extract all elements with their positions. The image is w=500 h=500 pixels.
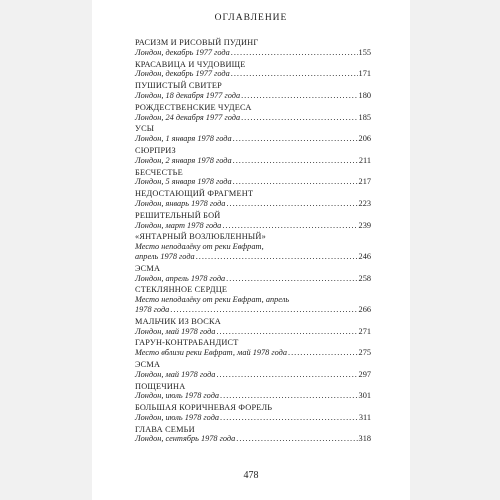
- chapter-page-number: 171: [358, 69, 371, 79]
- chapter-place-date: [135, 242, 371, 262]
- chapter-place-date: [135, 156, 371, 166]
- dot-leader: [231, 69, 358, 79]
- toc-entry: [135, 146, 371, 166]
- place-date-text: Лондон, 24 декабря 1977 года: [135, 112, 241, 122]
- chapter-page-number: 246: [358, 251, 371, 261]
- chapter-title: ЭСМА: [135, 263, 161, 273]
- chapter-place-date: [135, 391, 371, 401]
- place-date-line: [135, 242, 371, 252]
- dot-leader: [288, 348, 358, 358]
- chapter-title: ГЛАВА СЕМЬИ: [135, 424, 195, 434]
- place-date-line: [135, 295, 371, 305]
- toc-entry: [135, 338, 371, 358]
- place-date-text: Лондон, апрель 1978 года: [135, 273, 226, 283]
- place-date-text: Лондон, декабрь 1977 года: [135, 47, 230, 57]
- page-number: 478: [243, 470, 259, 481]
- chapter-place-date: [135, 434, 371, 444]
- toc-entry: [135, 360, 371, 380]
- chapter-title: РАСИЗМ И РИСОВЫЙ ПУДИНГ: [135, 38, 259, 47]
- chapter-place-date: [135, 69, 371, 79]
- place-date-text: Лондон, май 1978 года: [135, 369, 216, 379]
- chapter-title: УСЫ: [135, 124, 155, 134]
- chapter-place-date: [135, 370, 371, 380]
- place-date-text: Место вблизи реки Евфрат, май 1978 года: [135, 348, 287, 358]
- chapter-title: РЕШИТЕЛЬНЫЙ БОЙ: [135, 210, 221, 220]
- chapter-title: МАЛЬЧИК ИЗ ВОСКА: [135, 316, 221, 326]
- place-date-text: Лондон, март 1978 года: [135, 220, 222, 230]
- toc-entry: [135, 285, 371, 314]
- place-date-text: Лондон, 5 января 1978 года: [135, 177, 232, 187]
- toc-entry: [135, 189, 371, 209]
- dot-leader: [236, 434, 357, 444]
- chapter-place-date: [135, 48, 371, 58]
- place-date-line: [135, 252, 371, 262]
- place-date-text: Место неподалёку от реки Евфрат,: [135, 242, 264, 252]
- chapter-page-number: 155: [358, 47, 371, 57]
- dot-leader: [220, 391, 358, 401]
- toc-entry: [135, 168, 371, 188]
- dot-leader: [216, 327, 357, 337]
- chapter-title: СТЕКЛЯННОЕ СЕРДЦЕ: [135, 285, 228, 295]
- dot-leader: [226, 199, 357, 209]
- place-date-text: Лондон, май 1978 года: [135, 326, 216, 336]
- chapter-page-number: 275: [358, 348, 371, 358]
- dot-leader: [233, 177, 358, 187]
- chapter-page-number: 223: [358, 198, 371, 208]
- chapter-page-number: 271: [358, 326, 371, 336]
- chapter-page-number: 301: [358, 391, 371, 401]
- place-date-text: апрель 1978 года: [135, 251, 195, 261]
- page-heading: ОГЛАВЛЕНИЕ: [214, 13, 288, 23]
- chapter-place-date: [135, 327, 371, 337]
- place-date-text: Место неподалёку от реки Евфрат, апрель: [135, 295, 290, 305]
- chapter-title: ПУШИСТЫЙ СВИТЕР: [135, 81, 222, 91]
- chapter-page-number: 318: [358, 434, 371, 444]
- chapter-title: ГАРУН-КОНТРАБАНДИСТ: [135, 338, 239, 348]
- chapter-place-date: [135, 113, 371, 123]
- chapter-place-date: [135, 199, 371, 209]
- chapter-place-date: [135, 295, 371, 315]
- toc-entry: [135, 103, 371, 123]
- chapter-page-number: 239: [358, 220, 371, 230]
- toc-entry: [135, 425, 371, 445]
- toc-entry: [135, 232, 371, 261]
- place-date-text: Лондон, декабрь 1977 года: [135, 69, 230, 79]
- chapter-place-date: [135, 221, 371, 231]
- toc-entry: [135, 124, 371, 144]
- dot-leader: [231, 48, 358, 58]
- dot-leader: [196, 252, 358, 262]
- chapter-title: «ЯНТАРНЫЙ ВОЗЛЮБЛЕННЫЙ»: [135, 232, 266, 242]
- dot-leader: [233, 156, 358, 166]
- dot-leader: [233, 134, 358, 144]
- place-date-text: Лондон, июль 1978 года: [135, 412, 220, 422]
- chapter-page-number: 258: [358, 273, 371, 283]
- chapter-page-number: 211: [358, 155, 371, 165]
- toc-entry: [135, 382, 371, 402]
- place-date-text: Лондон, июль 1978 года: [135, 391, 220, 401]
- chapter-place-date: [135, 91, 371, 101]
- toc-entry: [135, 317, 371, 337]
- chapter-title: БЕСЧЕСТЬЕ: [135, 167, 183, 177]
- place-date-text: Лондон, 18 декабря 1977 года: [135, 90, 241, 100]
- dot-leader: [170, 305, 357, 315]
- chapter-title: ЭСМА: [135, 359, 161, 369]
- chapter-place-date: [135, 413, 371, 423]
- book-page: [92, 0, 410, 500]
- toc-entry: [135, 81, 371, 101]
- place-date-text: Лондон, сентябрь 1978 года: [135, 434, 236, 444]
- chapter-page-number: 185: [358, 112, 371, 122]
- chapter-page-number: 297: [358, 369, 371, 379]
- chapter-title: СЮРПРИЗ: [135, 145, 176, 155]
- toc-entry: [135, 38, 371, 58]
- toc-entry: [135, 211, 371, 231]
- table-of-contents: [135, 38, 371, 446]
- chapter-page-number: 206: [358, 134, 371, 144]
- dot-leader: [241, 91, 357, 101]
- toc-entry: [135, 60, 371, 80]
- dot-leader: [220, 413, 358, 423]
- chapter-place-date: [135, 274, 371, 284]
- place-date-text: Лондон, 2 января 1978 года: [135, 155, 232, 165]
- dot-leader: [241, 113, 357, 123]
- dot-leader: [226, 274, 357, 284]
- chapter-title: КРАСАВИЦА И ЧУДОВИЩЕ: [135, 59, 246, 69]
- dot-leader: [222, 221, 357, 231]
- chapter-title: ПОЩЕЧИНА: [135, 381, 186, 391]
- chapter-page-number: 266: [358, 304, 371, 314]
- place-date-text: Лондон, январь 1978 года: [135, 198, 226, 208]
- chapter-page-number: 217: [358, 177, 371, 187]
- chapter-place-date: [135, 348, 371, 358]
- chapter-title: БОЛЬШАЯ КОРИЧНЕВАЯ ФОРЕЛЬ: [135, 403, 273, 413]
- chapter-page-number: 180: [358, 90, 371, 100]
- chapter-place-date: [135, 177, 371, 187]
- chapter-page-number: 311: [358, 412, 371, 422]
- place-date-text: Лондон, 1 января 1978 года: [135, 134, 232, 144]
- chapter-title: НЕДОСТАЮЩИЙ ФРАГМЕНТ: [135, 189, 254, 199]
- chapter-title: РОЖДЕСТВЕНСКИЕ ЧУДЕСА: [135, 102, 252, 112]
- chapter-place-date: [135, 134, 371, 144]
- toc-entry: [135, 403, 371, 423]
- place-date-line: [135, 305, 371, 315]
- dot-leader: [216, 370, 357, 380]
- place-date-text: 1978 года: [135, 304, 170, 314]
- toc-entry: [135, 264, 371, 284]
